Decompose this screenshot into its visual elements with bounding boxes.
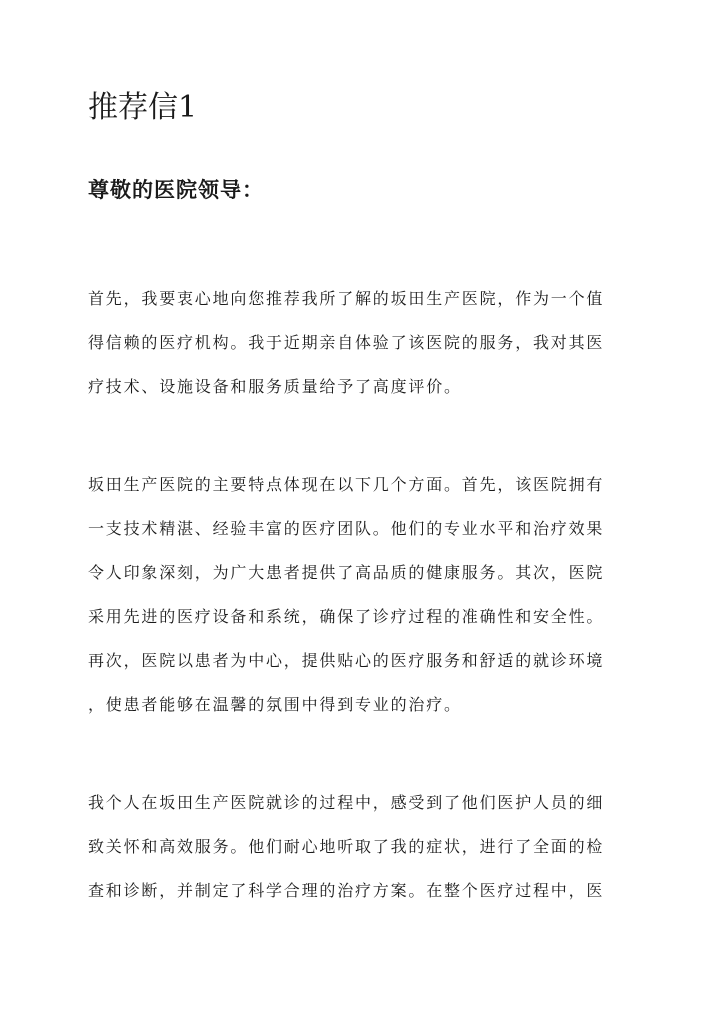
salutation: 尊敬的医院领导： [88,177,264,202]
paragraph-line: 再次，医院以患者为中心，提供贴心的医疗服务和舒适的就诊环境 [88,651,605,670]
paragraph-1 [88,277,633,409]
paragraph-line: 令人印象深刻，为广大患者提供了高品质的健康服务。其次，医院 [88,563,605,582]
paragraph-line: 得信赖的医疗机构。我于近期亲自体验了该医院的服务，我对其医 [88,333,605,352]
paragraph-line: 坂田生产医院的主要特点体现在以下几个方面。首先，该医院拥有 [88,475,605,494]
paragraph-line: ，使患者能够在温馨的氛围中得到专业的治疗。 [88,695,462,714]
paragraph-line: 疗技术、设施设备和服务质量给予了高度评价。 [88,377,462,396]
paragraph-2 [88,463,633,727]
paragraph-line: 首先，我要衷心地向您推荐我所了解的坂田生产医院，作为一个值 [88,289,605,308]
paragraph-line: 我个人在坂田生产医院就诊的过程中，感受到了他们医护人员的细 [88,793,605,812]
paragraph-line: 致关怀和高效服务。他们耐心地听取了我的症状，进行了全面的检 [88,837,605,856]
document-title: 推荐信1 [88,90,198,125]
paragraph-3 [88,781,633,913]
paragraph-line: 查和诊断，并制定了科学合理的治疗方案。在整个医疗过程中，医 [88,881,605,900]
paragraph-line: 采用先进的医疗设备和系统，确保了诊疗过程的准确性和安全性。 [88,607,605,626]
paragraph-line: 一支技术精湛、经验丰富的医疗团队。他们的专业水平和治疗效果 [88,519,605,538]
